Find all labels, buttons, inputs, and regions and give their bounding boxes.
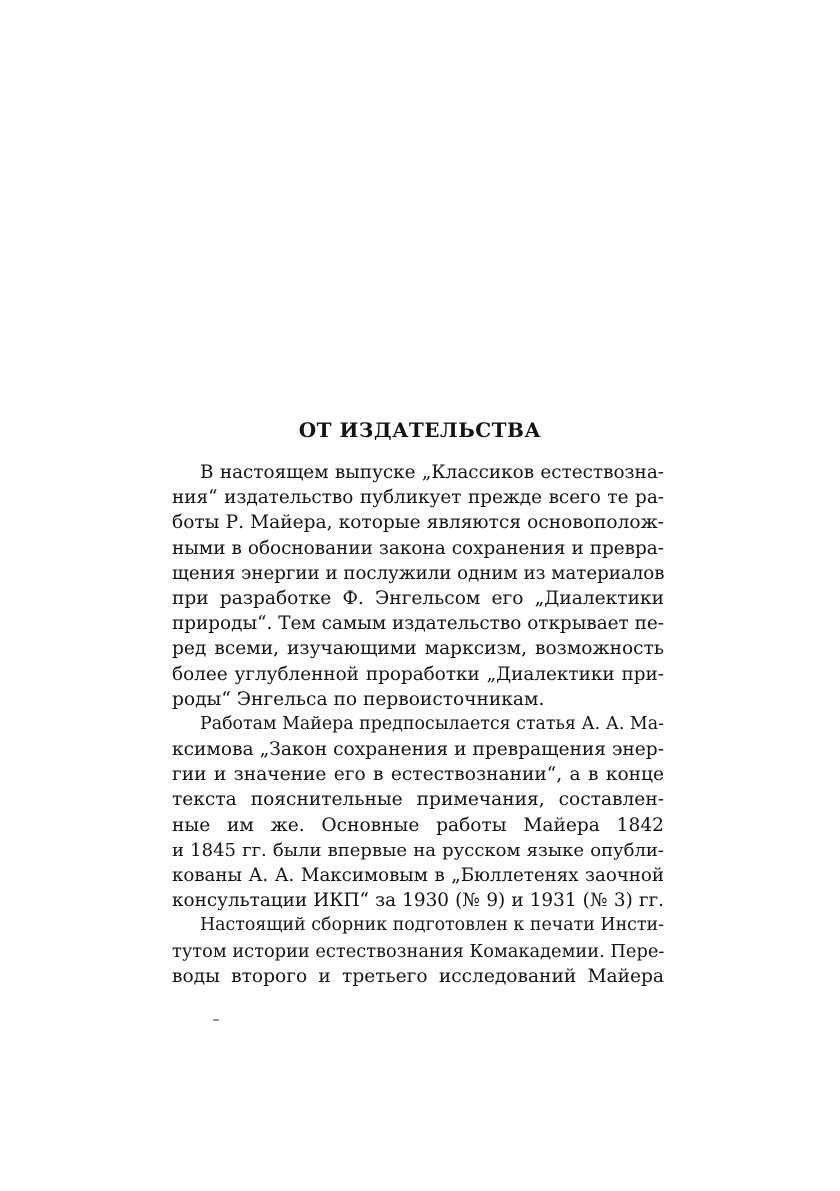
text-line: ксимова „Закон сохранения и превращения энер- bbox=[172, 739, 664, 761]
body-text bbox=[172, 460, 664, 989]
text-line: роды“ Энгельса по первоисточникам. bbox=[172, 688, 545, 710]
text-line: щения энергии и послужили одним из материалов bbox=[172, 562, 664, 584]
page-title: ОТ ИЗДАТЕЛЬСТВА bbox=[298, 418, 542, 442]
text-line: тутом истории естествознания Комакадемии. Пере- bbox=[172, 940, 664, 962]
text-line: Работам Майера предпосылается статья А. А. Ма- bbox=[200, 713, 664, 734]
text-line: кованы А. А. Максимовым в „Бюллетенях заочной bbox=[172, 865, 664, 886]
text-line: Настоящий сборник подготовлен к печати Инсти- bbox=[200, 915, 664, 936]
text-line: ред всеми, изучающими марксизм, возможность bbox=[172, 638, 664, 660]
text-line: гии и значение его в естествознании“, а в конце bbox=[172, 764, 664, 786]
text-line: ными в обосновании закона сохранения и превра- bbox=[172, 537, 664, 559]
text-line: боты Р. Майера, которые являются основополож- bbox=[172, 512, 664, 534]
text-line: природы“. Тем самым издательство открывает пе- bbox=[172, 613, 664, 635]
text-line: и 1845 гг. были впервые на русском языке опубли- bbox=[172, 839, 664, 861]
text-line: В настоящем выпуске „Классиков естествозна- bbox=[200, 462, 664, 483]
text-line: консультации ИКП“ за 1930 (№ 9) и 1931 (№ 3) гг. bbox=[172, 890, 664, 912]
text-line: при разработке Ф. Энгельсом его „Диалектики bbox=[172, 587, 664, 609]
text-line: более углубленной проработки „Диалектики при- bbox=[172, 663, 664, 685]
text-line: текста пояснительные примечания, составлен- bbox=[172, 789, 664, 811]
text-line: ные им же. Основные работы Майера 1842 bbox=[172, 814, 664, 836]
scan-speck bbox=[213, 1019, 219, 1021]
text-line: воды второго и третьего исследований Майера bbox=[172, 965, 664, 987]
text-line: ния“ издательство публикует прежде всего те ра- bbox=[172, 487, 664, 509]
